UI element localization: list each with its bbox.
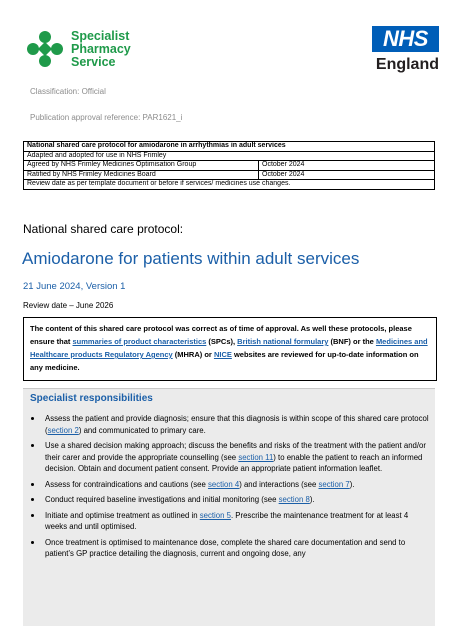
table-title-cell: National shared care protocol for amiodarone in arrhythmias in adult services: [24, 142, 435, 152]
item-text: Initiate and optimise treatment as outlined in: [45, 510, 200, 520]
table-row: [24, 151, 435, 161]
sps-logo-line: Pharmacy: [71, 42, 131, 56]
bullet-icon: [31, 483, 34, 486]
bullet-icon: [31, 417, 34, 420]
item-text: Conduct required baseline investigations and initial monitoring (see: [45, 495, 279, 504]
document-info-table: [23, 141, 435, 190]
item-text: ) to enable the patient to reach an informed decision. Obtain and document patient consent. Provide an appropriate patient information leaflet.: [45, 452, 423, 473]
approval-reference: Publication approval reference: PAR1621_i: [30, 113, 183, 122]
table-row: [24, 170, 435, 180]
list-item: [23, 510, 429, 533]
review-date: Review date – June 2026: [23, 301, 114, 310]
document-title: Amiodarone for patients within adult services: [22, 249, 360, 268]
content-notice-box: [23, 317, 437, 381]
section-heading: Specialist responsibilities: [30, 393, 153, 404]
bullet-icon: [31, 498, 34, 501]
notice-text: (MHRA) or: [172, 350, 214, 359]
list-item: [23, 440, 429, 475]
table-cell: Ratified by NHS Frimley Medicines Board: [24, 170, 259, 180]
sps-logo-mark-icon: [26, 30, 64, 68]
spc-link[interactable]: summaries of product characteristics: [72, 337, 207, 346]
section-4-link[interactable]: section 4: [207, 479, 240, 489]
item-text: Once treatment is optimised to maintenance dose, complete the shared care documentation and send to patient’s GP practice detailing the diagnosis, current and ongoing dose, any: [45, 537, 406, 558]
section-2-link[interactable]: section 2: [47, 425, 79, 435]
bullet-icon: [31, 444, 34, 447]
item-text: Assess the patient and provide diagnosis; ensure that this diagnosis is within scope of this shared care protocol (: [45, 414, 429, 435]
section-8-link[interactable]: section 8: [278, 495, 310, 504]
item-text: ).: [309, 495, 315, 504]
sps-logo-line: Service: [71, 55, 116, 69]
list-item: [23, 537, 429, 560]
table-cell: October 2024: [259, 170, 435, 180]
notice-text: websites are reviewed for up-to-date information on any medicine.: [30, 350, 419, 372]
notice-text: The content of this shared care protocol was correct as of time of approval. As well these protocols, please ensure that: [30, 324, 412, 346]
table-row: [24, 142, 435, 152]
section-5-link[interactable]: section 5: [199, 510, 231, 520]
bnf-link[interactable]: British national formulary: [237, 337, 329, 346]
bullet-icon: [31, 514, 34, 517]
specialist-responsibilities-section: [23, 388, 435, 626]
nhs-region-label: England: [375, 56, 439, 73]
item-text: Use a shared decision making approach; discuss the benefits and risks of the treatment with the patient and/or their carer and provide the appropriate counselling (see: [45, 441, 426, 462]
nhs-badge: NHS: [372, 26, 439, 52]
notice-text: (SPCs),: [206, 337, 238, 346]
list-item: [23, 494, 429, 506]
mhra-link[interactable]: Medicines and Healthcare products Regulatory Agency: [30, 337, 428, 359]
item-text: ).: [349, 479, 355, 489]
nhs-england-logo: [371, 26, 441, 78]
item-text: ) and interactions (see: [239, 479, 319, 489]
list-item: [23, 479, 429, 491]
table-cell: Agreed by NHS Frimley Medicines Optimisation Group: [24, 161, 259, 171]
sps-logo: [26, 29, 156, 73]
document-subheading: National shared care protocol:: [23, 222, 184, 236]
nice-link[interactable]: NICE: [213, 350, 232, 359]
sps-logo-line: Specialist: [71, 29, 130, 43]
item-text: . Prescribe the maintenance treatment for at least 4 weeks and until optimised.: [45, 510, 409, 531]
sps-logo-text: [71, 30, 131, 69]
item-text: Assess for contraindications and cautions (see: [45, 479, 208, 489]
table-cell: Review date as per template document or before if services/ medicines use changes.: [24, 180, 435, 190]
list-item: [23, 413, 429, 436]
document-date-version: 21 June 2024, Version 1: [23, 281, 126, 292]
notice-text: (BNF) or the: [328, 337, 376, 346]
table-row: [24, 161, 435, 171]
section-11-link[interactable]: section 11: [238, 452, 274, 462]
item-text: ) and communicated to primary care.: [78, 425, 206, 435]
responsibilities-list: [23, 413, 429, 564]
bullet-icon: [31, 541, 34, 544]
table-row: [24, 180, 435, 190]
table-cell: October 2024: [259, 161, 435, 171]
classification-label: Classification: Official: [30, 87, 106, 96]
table-cell: Adapted and adopted for use in NHS Frimley: [24, 151, 435, 161]
section-7-link[interactable]: section 7: [318, 479, 350, 489]
